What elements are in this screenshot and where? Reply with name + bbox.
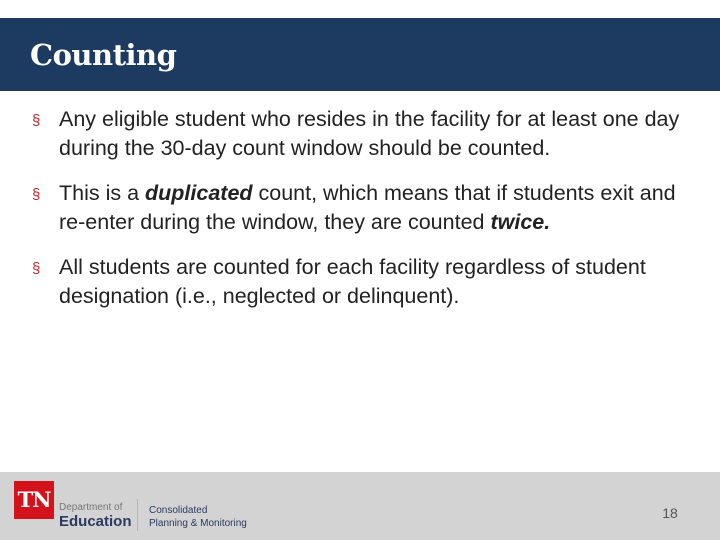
page-number: 18 <box>662 505 678 521</box>
program-line-2: Planning & Monitoring <box>149 518 247 529</box>
bullet-item <box>0 253 720 311</box>
program-label <box>149 504 247 530</box>
bullet-list <box>0 105 720 327</box>
bullet-marker-icon: § <box>32 112 41 129</box>
slide-title: Counting <box>30 38 177 72</box>
bullet-item <box>0 105 720 163</box>
emphasized-term: twice. <box>490 210 551 234</box>
education-label: Education <box>59 513 132 530</box>
bullet-text: All students are counted for each facility regardless of student designation (i.e., neglected or delinquent). <box>59 255 646 308</box>
bullet-text: count, which means that if students exit and re-enter during the window, they are counted <box>59 181 676 234</box>
bullet-marker-icon: § <box>32 260 41 277</box>
bullet-item <box>0 179 720 237</box>
tn-logo: TN <box>14 481 54 519</box>
footer-band <box>0 472 720 540</box>
bullet-text: This is a <box>59 181 146 205</box>
bullet-marker-icon: § <box>32 186 41 203</box>
department-label: Department of <box>59 502 123 513</box>
bullet-text: Any eligible student who resides in the facility for at least one day during the 30-day count window should be counted. <box>59 107 680 160</box>
footer-divider <box>137 499 138 531</box>
title-bar <box>0 18 720 91</box>
emphasized-term: duplicated <box>145 181 253 205</box>
program-line-1: Consolidated <box>149 505 208 516</box>
